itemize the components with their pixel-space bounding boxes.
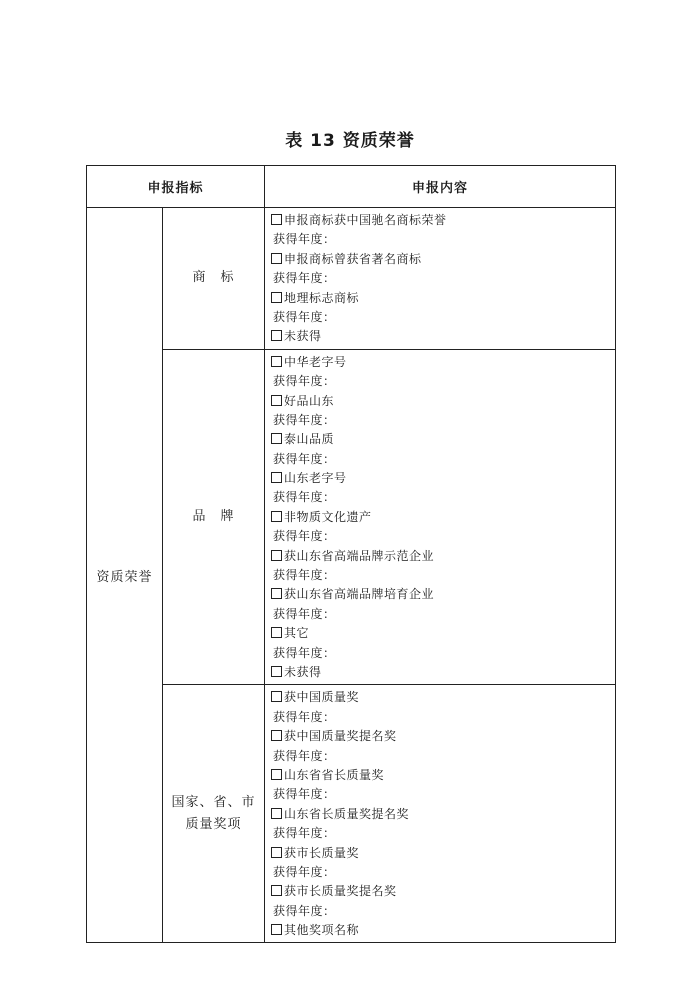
section-name-line: 国家、省、市 xyxy=(171,794,256,810)
checkbox-icon[interactable] xyxy=(271,847,282,858)
section-name-brand: 品 牌 xyxy=(163,349,265,685)
option-row[interactable]: 其它 xyxy=(271,624,615,643)
header-content: 申报内容 xyxy=(265,166,616,208)
option-row[interactable]: 山东省长质量奖提名奖 xyxy=(271,805,615,824)
checkbox-icon[interactable] xyxy=(271,588,282,599)
year-label: 获得年度： xyxy=(273,568,336,583)
checkbox-icon[interactable] xyxy=(271,214,282,225)
option-row[interactable]: 其他奖项名称 xyxy=(271,921,615,940)
checkbox-icon[interactable] xyxy=(271,730,282,741)
table-header-row xyxy=(87,166,616,208)
year-label: 获得年度： xyxy=(273,309,336,324)
checkbox-icon[interactable] xyxy=(271,472,282,483)
year-label: 获得年度： xyxy=(273,826,336,841)
checkbox-icon[interactable] xyxy=(271,550,282,561)
section-content-brand xyxy=(265,349,616,685)
checkbox-icon[interactable] xyxy=(271,885,282,896)
year-label: 获得年度： xyxy=(273,490,336,505)
year-label: 获得年度： xyxy=(273,903,336,918)
section-content-trademark xyxy=(265,208,616,350)
option-row[interactable]: 获中国质量奖 xyxy=(271,688,615,707)
table-title: 表 13 资质荣誉 xyxy=(285,131,415,151)
option-row[interactable]: 好品山东 xyxy=(271,392,615,411)
checkbox-icon[interactable] xyxy=(271,924,282,935)
year-label: 获得年度： xyxy=(273,529,336,544)
year-label: 获得年度： xyxy=(273,412,336,427)
option-row[interactable]: 山东省省长质量奖 xyxy=(271,766,615,785)
checkbox-icon[interactable] xyxy=(271,666,282,677)
option-row[interactable]: 泰山品质 xyxy=(271,430,615,449)
option-row[interactable]: 获中国质量奖提名奖 xyxy=(271,727,615,746)
year-label: 获得年度： xyxy=(273,864,336,879)
section-brand xyxy=(87,349,616,685)
checkbox-icon[interactable] xyxy=(271,330,282,341)
checkbox-icon[interactable] xyxy=(271,292,282,303)
checkbox-icon[interactable] xyxy=(271,769,282,780)
option-row[interactable]: 非物质文化遗产 xyxy=(271,508,615,527)
option-row[interactable]: 中华老字号 xyxy=(271,353,615,372)
honor-form-table xyxy=(86,165,616,943)
year-label: 获得年度： xyxy=(273,645,336,660)
year-label: 获得年度： xyxy=(273,271,336,286)
year-label: 获得年度： xyxy=(273,709,336,724)
checkbox-icon[interactable] xyxy=(271,808,282,819)
checkbox-icon[interactable] xyxy=(271,395,282,406)
year-label: 获得年度： xyxy=(273,232,336,247)
checkbox-icon[interactable] xyxy=(271,691,282,702)
section-trademark xyxy=(87,208,616,350)
option-row[interactable]: 未获得 xyxy=(271,663,615,682)
checkbox-icon[interactable] xyxy=(271,253,282,264)
section-quality-awards xyxy=(87,685,616,943)
header-indicator: 申报指标 xyxy=(87,166,265,208)
option-row[interactable]: 获市长质量奖提名奖 xyxy=(271,882,615,901)
section-content-quality-awards xyxy=(265,685,616,943)
option-row[interactable]: 未获得 xyxy=(271,327,615,346)
year-label: 获得年度： xyxy=(273,606,336,621)
option-row[interactable]: 山东老字号 xyxy=(271,469,615,488)
checkbox-icon[interactable] xyxy=(271,511,282,522)
section-name-line: 质量奖项 xyxy=(185,816,242,832)
year-label: 获得年度： xyxy=(273,787,336,802)
option-row[interactable]: 申报商标曾获省著名商标 xyxy=(271,250,615,269)
section-name-trademark: 商 标 xyxy=(163,208,265,350)
year-label: 获得年度： xyxy=(273,748,336,763)
option-row[interactable]: 获市长质量奖 xyxy=(271,844,615,863)
option-row[interactable]: 获山东省高端品牌示范企业 xyxy=(271,547,615,566)
option-row[interactable]: 地理标志商标 xyxy=(271,289,615,308)
year-label: 获得年度： xyxy=(273,374,336,389)
category-cell: 资质荣誉 xyxy=(87,208,163,943)
option-row[interactable]: 申报商标获中国驰名商标荣誉 xyxy=(271,211,615,230)
checkbox-icon[interactable] xyxy=(271,356,282,367)
checkbox-icon[interactable] xyxy=(271,627,282,638)
option-row[interactable]: 获山东省高端品牌培育企业 xyxy=(271,585,615,604)
year-label: 获得年度： xyxy=(273,451,336,466)
section-name-quality-awards xyxy=(163,685,265,943)
checkbox-icon[interactable] xyxy=(271,433,282,444)
